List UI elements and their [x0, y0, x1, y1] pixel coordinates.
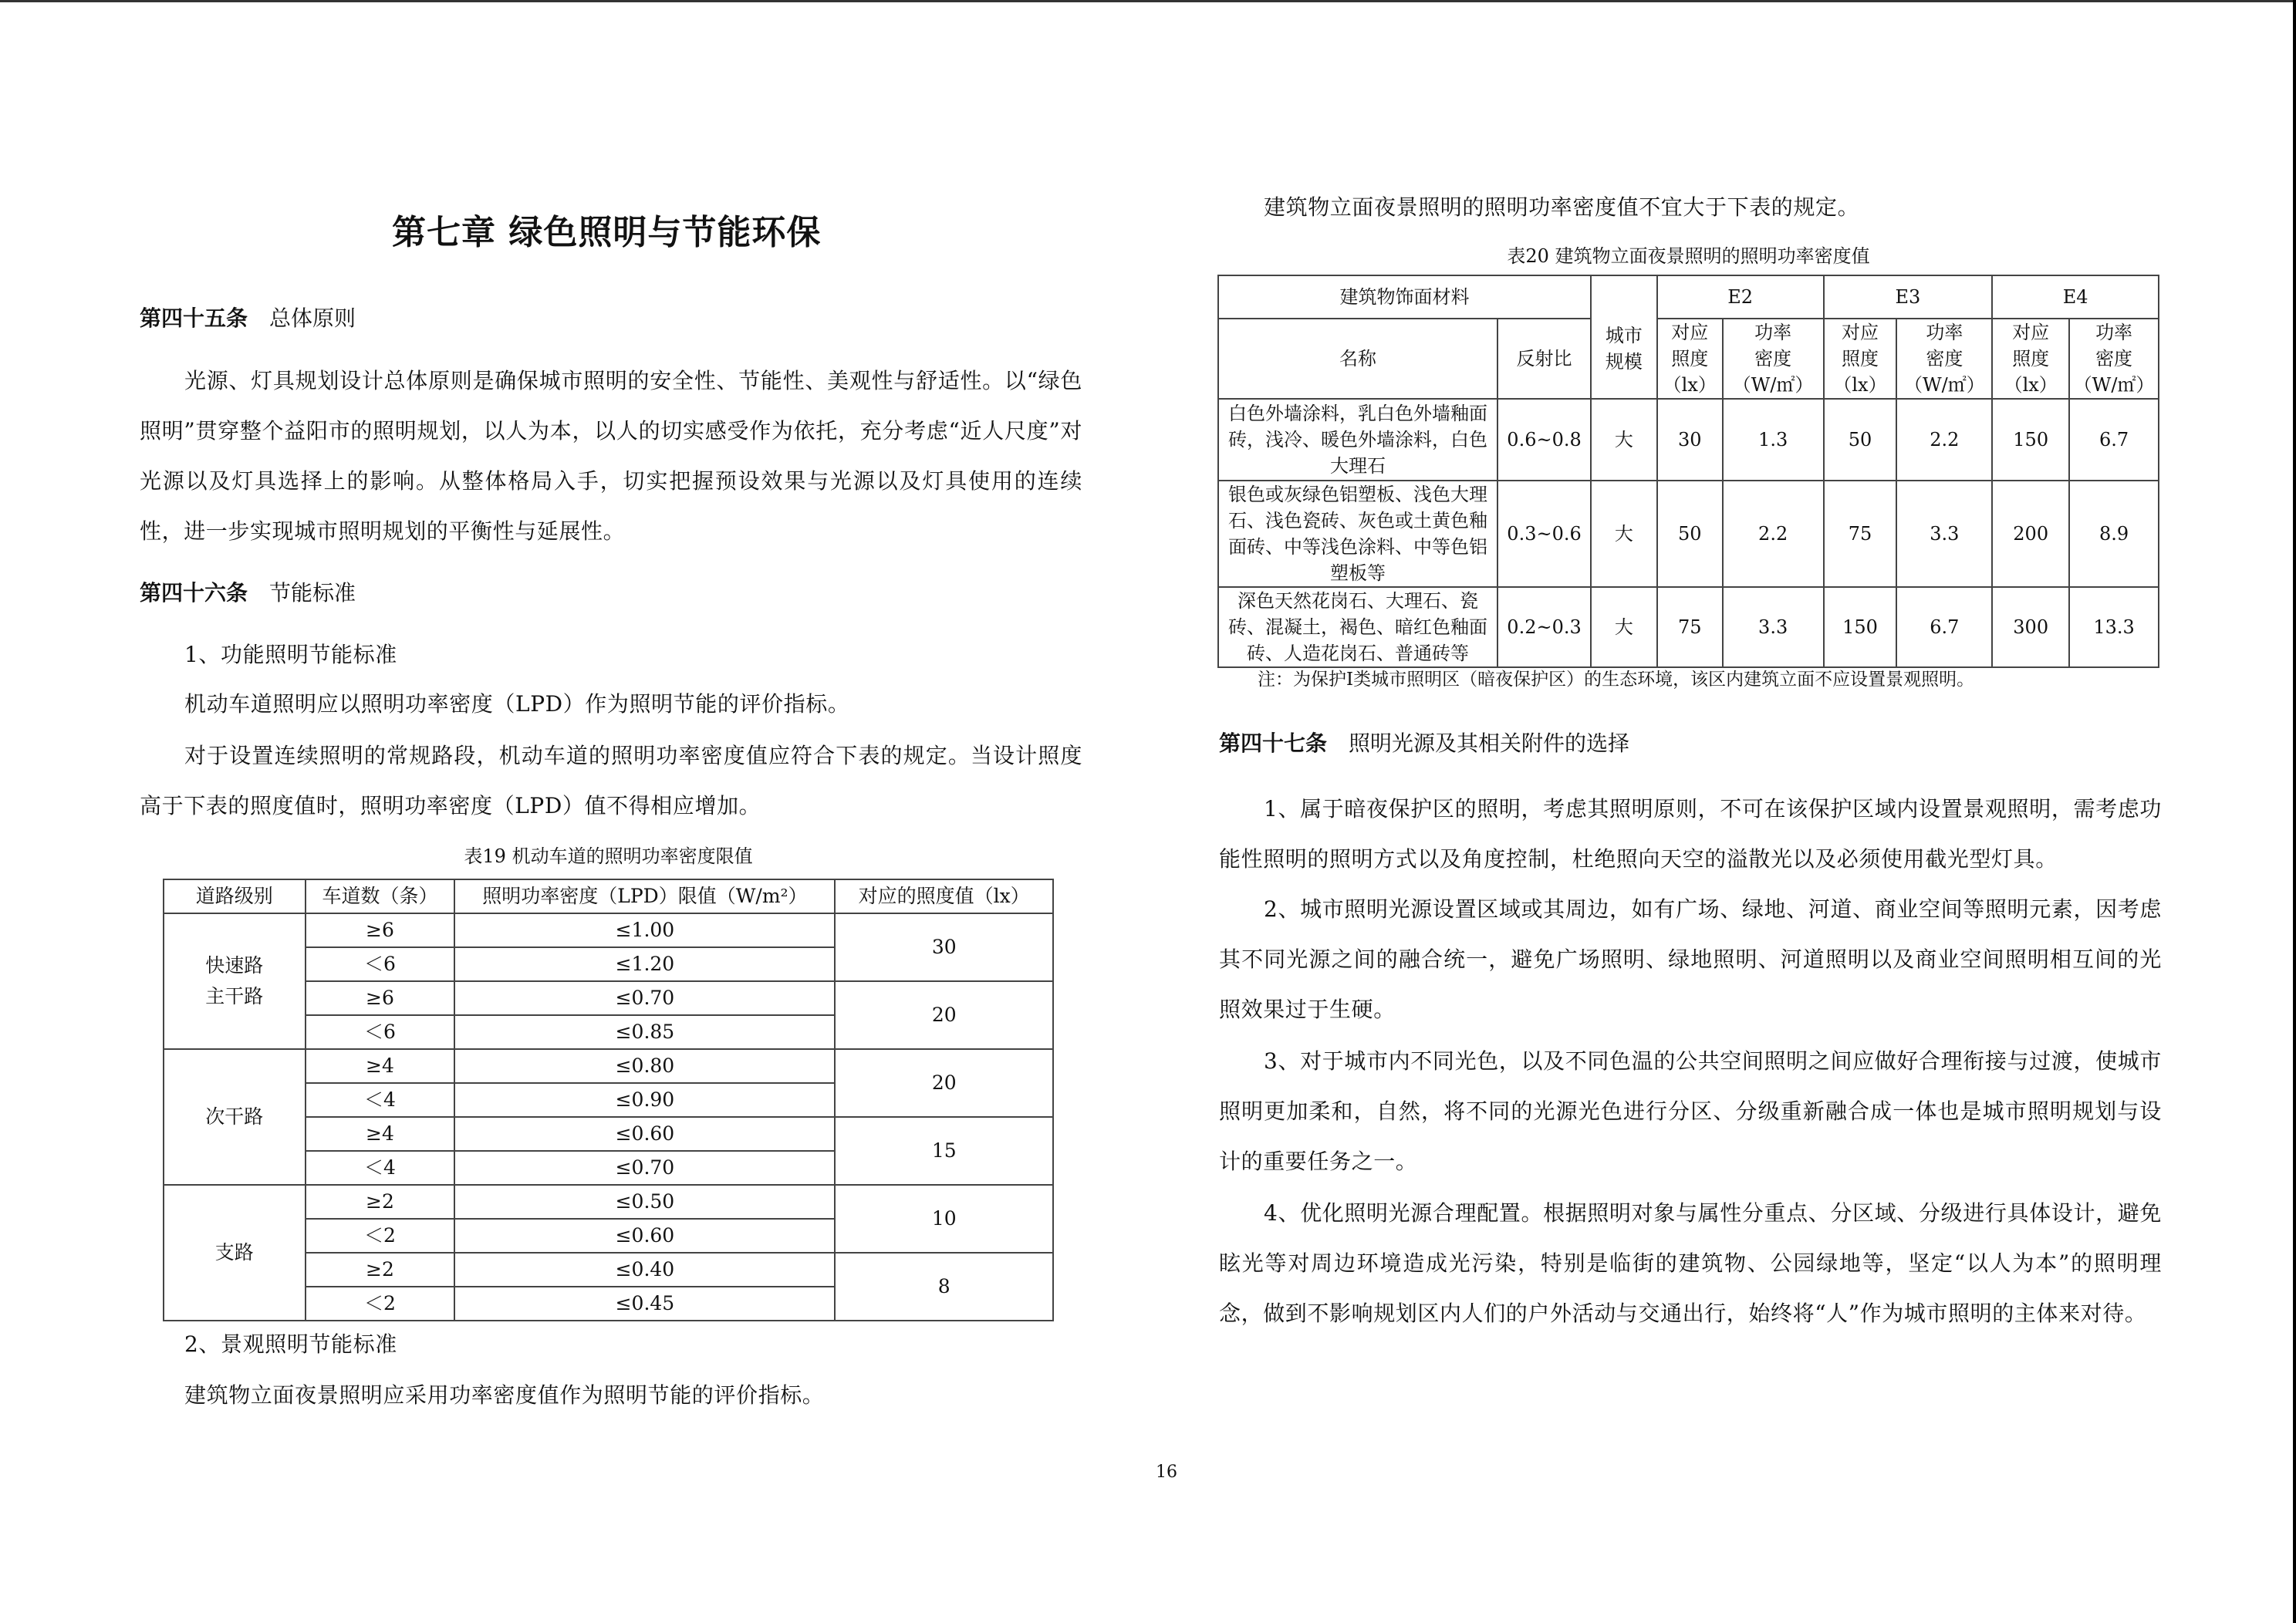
header-line: 功率 [1754, 322, 1792, 343]
header-line: 对应 [1671, 322, 1709, 343]
table-19-caption: 表19 机动车道的照明功率密度限值 [464, 845, 753, 867]
illuminance-cell: 75 [1824, 481, 1897, 587]
power-density-cell: 13.3 [2069, 587, 2159, 667]
material-name-cell: 白色外墙涂料，乳白色外墙釉面砖，浅冷、暖色外墙涂料，白色大理石 [1218, 399, 1497, 481]
header-line: 功率 [2095, 322, 2133, 343]
lanes-cell: ≥4 [306, 1117, 455, 1151]
header-line: 照度 [1671, 348, 1709, 369]
column-header-zone: E2 [1657, 275, 1824, 319]
illuminance-cell: 20 [835, 981, 1053, 1049]
material-name-cell: 深色天然花岗石、大理石、瓷砖、混凝土，褐色、暗红色釉面砖、人造花岗石、普通砖等 [1218, 587, 1497, 667]
power-density-cell: 1.3 [1723, 399, 1824, 481]
illuminance-cell: 30 [1657, 399, 1723, 481]
header-line: （W/㎡） [1732, 374, 1814, 396]
city-scale-label: 城市 规模 [1605, 325, 1643, 373]
lpd-cell: ≤0.60 [454, 1219, 835, 1253]
power-density-cell: 3.3 [1723, 587, 1824, 667]
chapter-title: 第七章 绿色照明与节能环保 [392, 213, 822, 252]
column-header-illuminance [1657, 319, 1723, 399]
article-47-item-2: 2、城市照明光源设置区域或其周边，如有广场、绿地、河道、商业空间等照明元素，因考虑其不同光源之间的融合统一，避免广场照明、绿地照明、河道照明以及商业空间照明相互间的光照效果过于生硬。 [1219, 896, 2162, 1022]
reflectance-cell: 0.2~0.3 [1497, 587, 1591, 667]
header-line: （lx） [2004, 374, 2058, 396]
table-20-intro: 建筑物立面夜景照明的照明功率密度值不宜大于下表的规定。 [1264, 194, 1860, 220]
lpd-cell: ≤0.40 [454, 1253, 835, 1287]
lanes-cell: ≥4 [306, 1049, 455, 1083]
table-header-row [164, 879, 1053, 913]
header-line: 密度 [2095, 348, 2133, 369]
item-2-title: 2、景观照明节能标准 [184, 1331, 397, 1357]
article-47-heading [1219, 730, 1629, 758]
column-header-illuminance [1824, 319, 1897, 399]
column-header: 道路级别 [164, 879, 306, 913]
header-line: （lx） [1663, 374, 1717, 396]
header-line: 密度 [1754, 348, 1792, 369]
article-title: 节能标准 [269, 580, 356, 606]
power-density-cell: 6.7 [2069, 399, 2159, 481]
header-line: 对应 [2012, 322, 2050, 343]
illuminance-cell: 20 [835, 1049, 1053, 1117]
road-class-cell [164, 913, 306, 1049]
page-number: 16 [1156, 1463, 1177, 1482]
column-header-name: 名称 [1218, 319, 1497, 399]
lpd-cell: ≤0.85 [454, 1015, 835, 1049]
illuminance-cell: 300 [1992, 587, 2069, 667]
column-header-material: 建筑物饰面材料 [1218, 275, 1591, 319]
power-density-cell: 2.2 [1723, 481, 1824, 587]
header-line: （W/㎡） [2073, 374, 2155, 396]
header-line: 照度 [2012, 348, 2050, 369]
illuminance-cell: 200 [1992, 481, 2069, 587]
lpd-cell: ≤0.45 [454, 1287, 835, 1321]
lpd-cell: ≤0.70 [454, 981, 835, 1015]
article-47-item-3: 3、对于城市内不同光色，以及不同色温的公共空间照明之间应做好合理衔接与过渡，使城市照明更加柔和，自然，将不同的光源光色进行分区、分级重新融合成一体也是城市照明规划与设计的重要任务之一。 [1219, 1048, 2162, 1174]
lanes-cell: ≥2 [306, 1185, 455, 1219]
table-20 [1217, 275, 2159, 668]
lanes-cell: ＜4 [306, 1083, 455, 1117]
table-20-caption: 表20 建筑物立面夜景照明的照明功率密度值 [1507, 245, 1870, 267]
illuminance-cell: 10 [835, 1185, 1053, 1253]
lpd-cell: ≤0.50 [454, 1185, 835, 1219]
column-header-power-density [1896, 319, 1992, 399]
item-2-paragraph-1: 建筑物立面夜景照明应采用功率密度值作为照明节能的评价指标。 [184, 1382, 825, 1408]
table-row [164, 1049, 1053, 1083]
column-header-zone: E4 [1992, 275, 2159, 319]
lanes-cell: ≥6 [306, 981, 455, 1015]
column-header-zone: E3 [1824, 275, 1993, 319]
article-number: 第四十五条 [140, 305, 248, 331]
power-density-cell: 6.7 [1896, 587, 1992, 667]
article-45-paragraph: 光源、灯具规划设计总体原则是确保城市照明的安全性、节能性、美观性与舒适性。以“绿色照明”贯穿整个益阳市的照明规划，以人为本，以人的切实感受作为依托，充分考虑“近人尺度”对光源以及灯具选择上的影响。从整体格局入手，切实把握预设效果与光源以及灯具使用的连续性，进一步实现城市照明规划的平衡性与延展性。 [140, 368, 1082, 544]
road-class-line: 支路 [214, 1241, 254, 1264]
column-header-illuminance [1992, 319, 2069, 399]
table-20-note: 注：为保护Ⅰ类城市照明区（暗夜保护区）的生态环境，该区内建筑立面不应设置景观照明。 [1258, 670, 1975, 690]
city-scale-cell: 大 [1591, 481, 1657, 587]
city-scale-cell: 大 [1591, 399, 1657, 481]
material-name-cell: 银色或灰绿色铝塑板、浅色大理石、浅色瓷砖、灰色或土黄色釉面砖、中等浅色涂料、中等色铝塑板等 [1218, 481, 1497, 587]
illuminance-cell: 50 [1824, 399, 1897, 481]
column-header-reflectance: 反射比 [1497, 319, 1591, 399]
lpd-cell: ≤0.80 [454, 1049, 835, 1083]
header-line: 密度 [1926, 348, 1963, 369]
page-top-border [0, 0, 2296, 2]
road-class-line: 快速路 [205, 954, 264, 977]
column-header-power-density [1723, 319, 1824, 399]
column-header: 照明功率密度（LPD）限值（W/m²） [454, 879, 835, 913]
lpd-cell: ≤0.60 [454, 1117, 835, 1151]
table-row [1218, 399, 2159, 481]
column-header-city-scale [1591, 275, 1657, 399]
article-title: 照明光源及其相关附件的选择 [1349, 731, 1630, 756]
item-1-title: 1、功能照明节能标准 [184, 642, 397, 667]
lanes-cell: ＜2 [306, 1219, 455, 1253]
table-header-row [1218, 275, 2159, 319]
road-class-cell [164, 1185, 306, 1321]
lanes-cell: ＜4 [306, 1151, 455, 1185]
power-density-cell: 8.9 [2069, 481, 2159, 587]
article-47-item-1: 1、属于暗夜保护区的照明，考虑其照明原则，不可在该保护区域内设置景观照明，需考虑功能性照明的照明方式以及角度控制，杜绝照向天空的溢散光以及必须使用截光型灯具。 [1219, 796, 2162, 872]
lpd-cell: ≤1.20 [454, 947, 835, 981]
lpd-cell: ≤1.00 [454, 913, 835, 947]
reflectance-cell: 0.3~0.6 [1497, 481, 1591, 587]
illuminance-cell: 75 [1657, 587, 1723, 667]
header-line: （lx） [1833, 374, 1887, 396]
header-line: 功率 [1926, 322, 1963, 343]
illuminance-cell: 8 [835, 1253, 1053, 1321]
illuminance-cell: 15 [835, 1117, 1053, 1185]
lpd-cell: ≤0.90 [454, 1083, 835, 1117]
lanes-cell: ≥6 [306, 913, 455, 947]
table-row [1218, 587, 2159, 667]
city-scale-cell: 大 [1591, 587, 1657, 667]
column-header: 对应的照度值（lx） [835, 879, 1053, 913]
road-class-cell [164, 1049, 306, 1185]
table-row [164, 913, 1053, 947]
power-density-cell: 3.3 [1896, 481, 1992, 587]
table-subheader-row [1218, 319, 2159, 399]
column-header-power-density [2069, 319, 2159, 399]
lanes-cell: ＜2 [306, 1287, 455, 1321]
article-46-heading [140, 579, 356, 607]
illuminance-cell: 150 [1824, 587, 1897, 667]
illuminance-cell: 150 [1992, 399, 2069, 481]
item-1-paragraph-1: 机动车道照明应以照明功率密度（LPD）作为照明节能的评价指标。 [184, 691, 850, 717]
table-row [164, 1185, 1053, 1219]
illuminance-cell: 50 [1657, 481, 1723, 587]
header-line: （W/㎡） [1903, 374, 1985, 396]
article-title: 总体原则 [269, 305, 356, 331]
table-row [1218, 481, 2159, 587]
road-class-line: 次干路 [205, 1105, 264, 1128]
page-right-border [2293, 0, 2296, 1623]
article-number: 第四十六条 [140, 580, 248, 606]
road-class-line: 主干路 [205, 985, 264, 1007]
article-number: 第四十七条 [1219, 731, 1328, 756]
table-19 [163, 879, 1054, 1321]
reflectance-cell: 0.6~0.8 [1497, 399, 1591, 481]
lanes-cell: ＜6 [306, 947, 455, 981]
lpd-cell: ≤0.70 [454, 1151, 835, 1185]
illuminance-cell: 30 [835, 913, 1053, 981]
column-header: 车道数（条） [306, 879, 455, 913]
lanes-cell: ＜6 [306, 1015, 455, 1049]
article-47-item-4: 4、优化照明光源合理配置。根据照明对象与属性分重点、分区域、分级进行具体设计，避免眩光等对周边环境造成光污染，特别是临街的建筑物、公园绿地等，坚定“以人为本”的照明理念，做到不影响规划区内人们的户外活动与交通出行，始终将“人”作为城市照明的主体来对待。 [1219, 1200, 2162, 1326]
header-line: 照度 [1841, 348, 1879, 369]
lanes-cell: ≥2 [306, 1253, 455, 1287]
article-45-heading [140, 305, 356, 332]
power-density-cell: 2.2 [1896, 399, 1992, 481]
item-1-paragraph-2: 对于设置连续照明的常规路段，机动车道的照明功率密度值应符合下表的规定。当设计照度高于下表的照度值时，照明功率密度（LPD）值不得相应增加。 [140, 743, 1082, 818]
header-line: 对应 [1841, 322, 1879, 343]
